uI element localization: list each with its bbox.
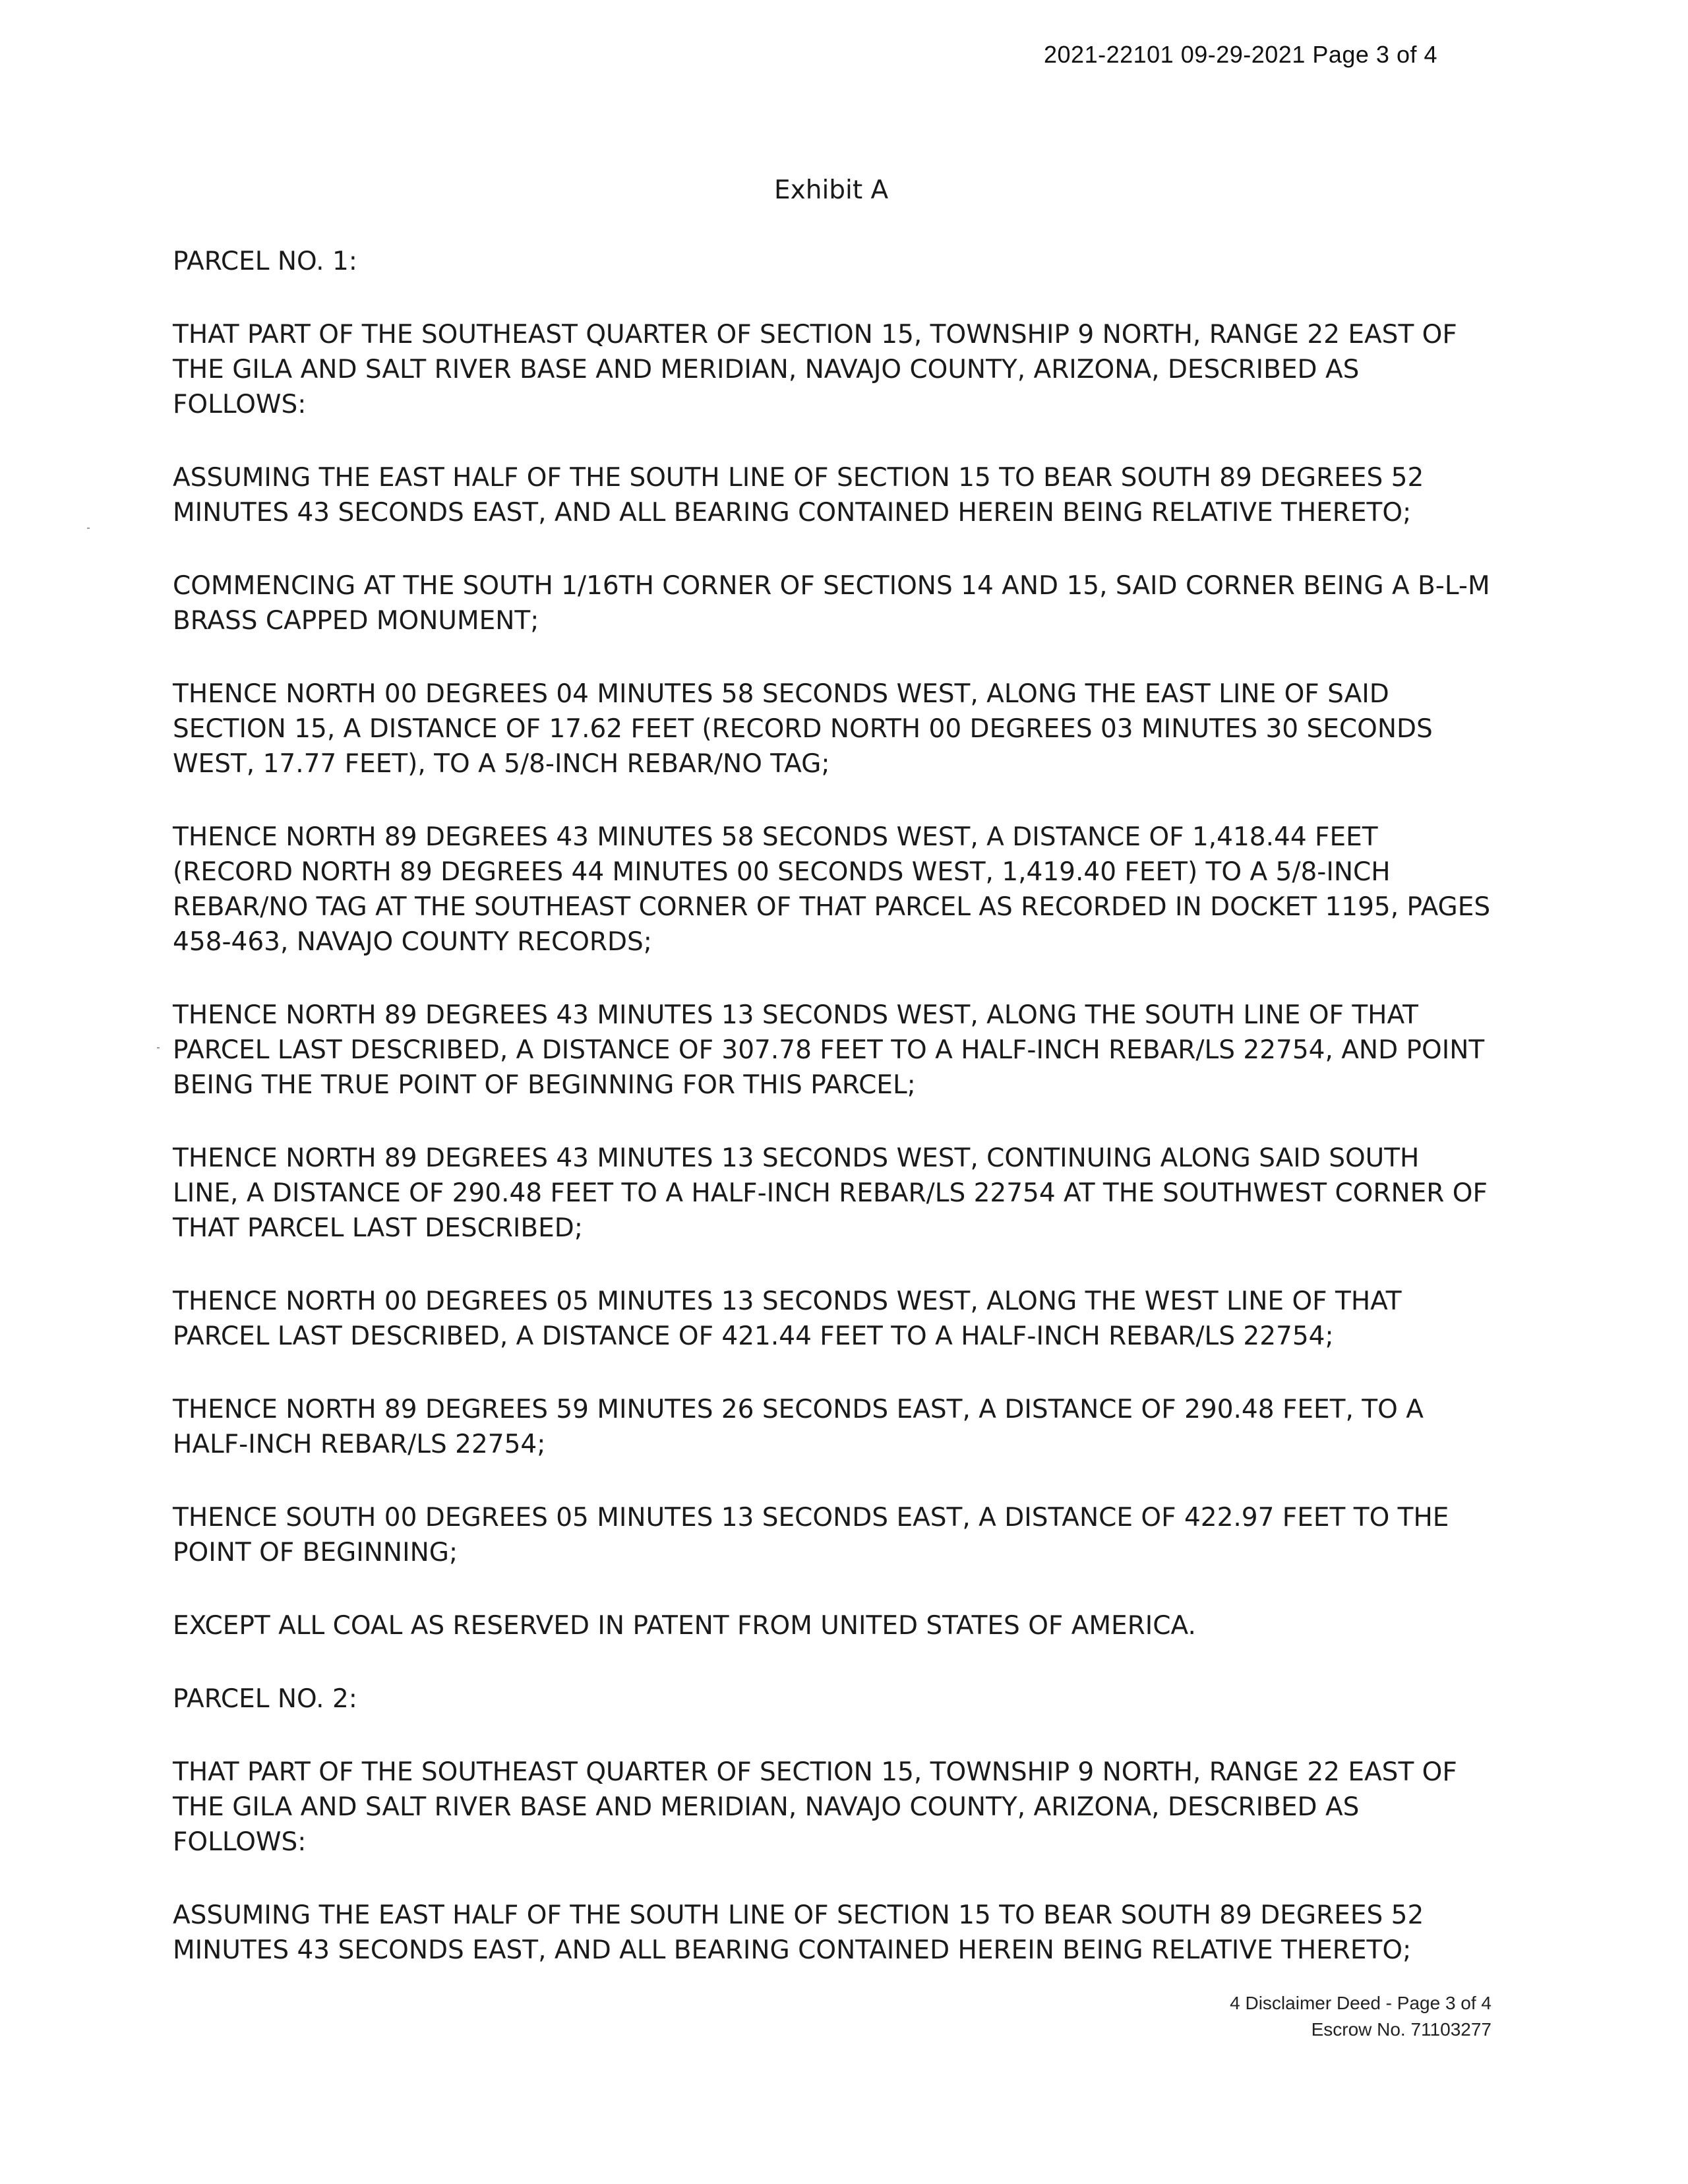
paragraph: THAT PART OF THE SOUTHEAST QUARTER OF SECTION 15, TOWNSHIP 9 NORTH, RANGE 22 EAST OF THE GILA AND SALT RIVER BASE AND MERIDIAN, NAVAJO COUNTY, ARIZONA, DESCRIBED AS FOLLOWS: (173, 320, 1457, 419)
paragraph: THENCE NORTH 00 DEGREES 04 MINUTES 58 SECONDS WEST, ALONG THE EAST LINE OF SAID SECTION 15, A DISTANCE OF 17.62 FEET (RECORD NORTH 00 DEGREES 03 MINUTES 30 SECONDS WEST, 17.77 FEET), TO A 5/8-INCH REBAR/NO TAG; (173, 679, 1433, 779)
paragraph: THENCE NORTH 89 DEGREES 43 MINUTES 13 SECONDS WEST, ALONG THE SOUTH LINE OF THAT PARCEL LAST DESCRIBED, A DISTANCE OF 307.78 FEET TO A HALF-INCH REBAR/LS 22754, AND POINT BEING THE TRUE POINT OF BEGINNING FOR THIS PARCEL; (173, 1000, 1485, 1100)
parcel-1-heading: PARCEL NO. 1: (173, 247, 357, 276)
scan-speck (157, 1047, 160, 1048)
paragraph: THAT PART OF THE SOUTHEAST QUARTER OF SECTION 15, TOWNSHIP 9 NORTH, RANGE 22 EAST OF THE GILA AND SALT RIVER BASE AND MERIDIAN, NAVAJO COUNTY, ARIZONA, DESCRIBED AS FOLLOWS: (173, 1757, 1457, 1857)
recording-stamp: 2021-22101 09-29-2021 Page 3 of 4 (1044, 41, 1437, 68)
scan-speck (87, 528, 90, 529)
paragraph: ASSUMING THE EAST HALF OF THE SOUTH LINE OF SECTION 15 TO BEAR SOUTH 89 DEGREES 52 MINUTES 43 SECONDS EAST, AND ALL BEARING CONTAINED HEREIN BEING RELATIVE THERETO; (173, 1900, 1424, 1965)
paragraph: THENCE NORTH 89 DEGREES 43 MINUTES 58 SECONDS WEST, A DISTANCE OF 1,418.44 FEET (RECORD NORTH 89 DEGREES 44 MINUTES 00 SECONDS WEST, 1,419.40 FEET) TO A 5/8-INCH REBAR/NO TAG AT THE SOUTHEAST CORNER OF THAT PARCEL AS RECORDED IN DOCKET 1195, PAGES 458-463, NAVAJO COUNTY RECORDS; (173, 822, 1491, 957)
page-footer (1230, 1990, 1492, 2043)
footer-escrow-line: Escrow No. 71103277 (1311, 2019, 1492, 2040)
paragraph: EXCEPT ALL COAL AS RESERVED IN PATENT FROM UNITED STATES OF AMERICA. (173, 1611, 1196, 1641)
paragraph: THENCE NORTH 89 DEGREES 43 MINUTES 13 SECONDS WEST, CONTINUING ALONG SAID SOUTH LINE, A DISTANCE OF 290.48 FEET TO A HALF-INCH REBAR/LS 22754 AT THE SOUTHWEST CORNER OF THAT PARCEL LAST DESCRIBED; (173, 1143, 1488, 1243)
exhibit-title: Exhibit A (774, 175, 889, 205)
paragraph: ASSUMING THE EAST HALF OF THE SOUTH LINE OF SECTION 15 TO BEAR SOUTH 89 DEGREES 52 MINUTES 43 SECONDS EAST, AND ALL BEARING CONTAINED HEREIN BEING RELATIVE THERETO; (173, 463, 1424, 528)
paragraph: THENCE NORTH 89 DEGREES 59 MINUTES 26 SECONDS EAST, A DISTANCE OF 290.48 FEET, TO A HALF-INCH REBAR/LS 22754; (173, 1395, 1424, 1459)
document-body (173, 244, 1492, 2006)
parcel-2-heading: PARCEL NO. 2: (173, 1684, 357, 1714)
paragraph: THENCE SOUTH 00 DEGREES 05 MINUTES 13 SECONDS EAST, A DISTANCE OF 422.97 FEET TO THE POINT OF BEGINNING; (173, 1503, 1449, 1567)
footer-document-line: 4 Disclaimer Deed - Page 3 of 4 (1230, 1993, 1492, 2013)
paragraph: THENCE NORTH 00 DEGREES 05 MINUTES 13 SECONDS WEST, ALONG THE WEST LINE OF THAT PARCEL LAST DESCRIBED, A DISTANCE OF 421.44 FEET TO A HALF-INCH REBAR/LS 22754; (173, 1287, 1402, 1351)
paragraph: COMMENCING AT THE SOUTH 1/16TH CORNER OF SECTIONS 14 AND 15, SAID CORNER BEING A B-L-M BRASS CAPPED MONUMENT; (173, 571, 1490, 636)
